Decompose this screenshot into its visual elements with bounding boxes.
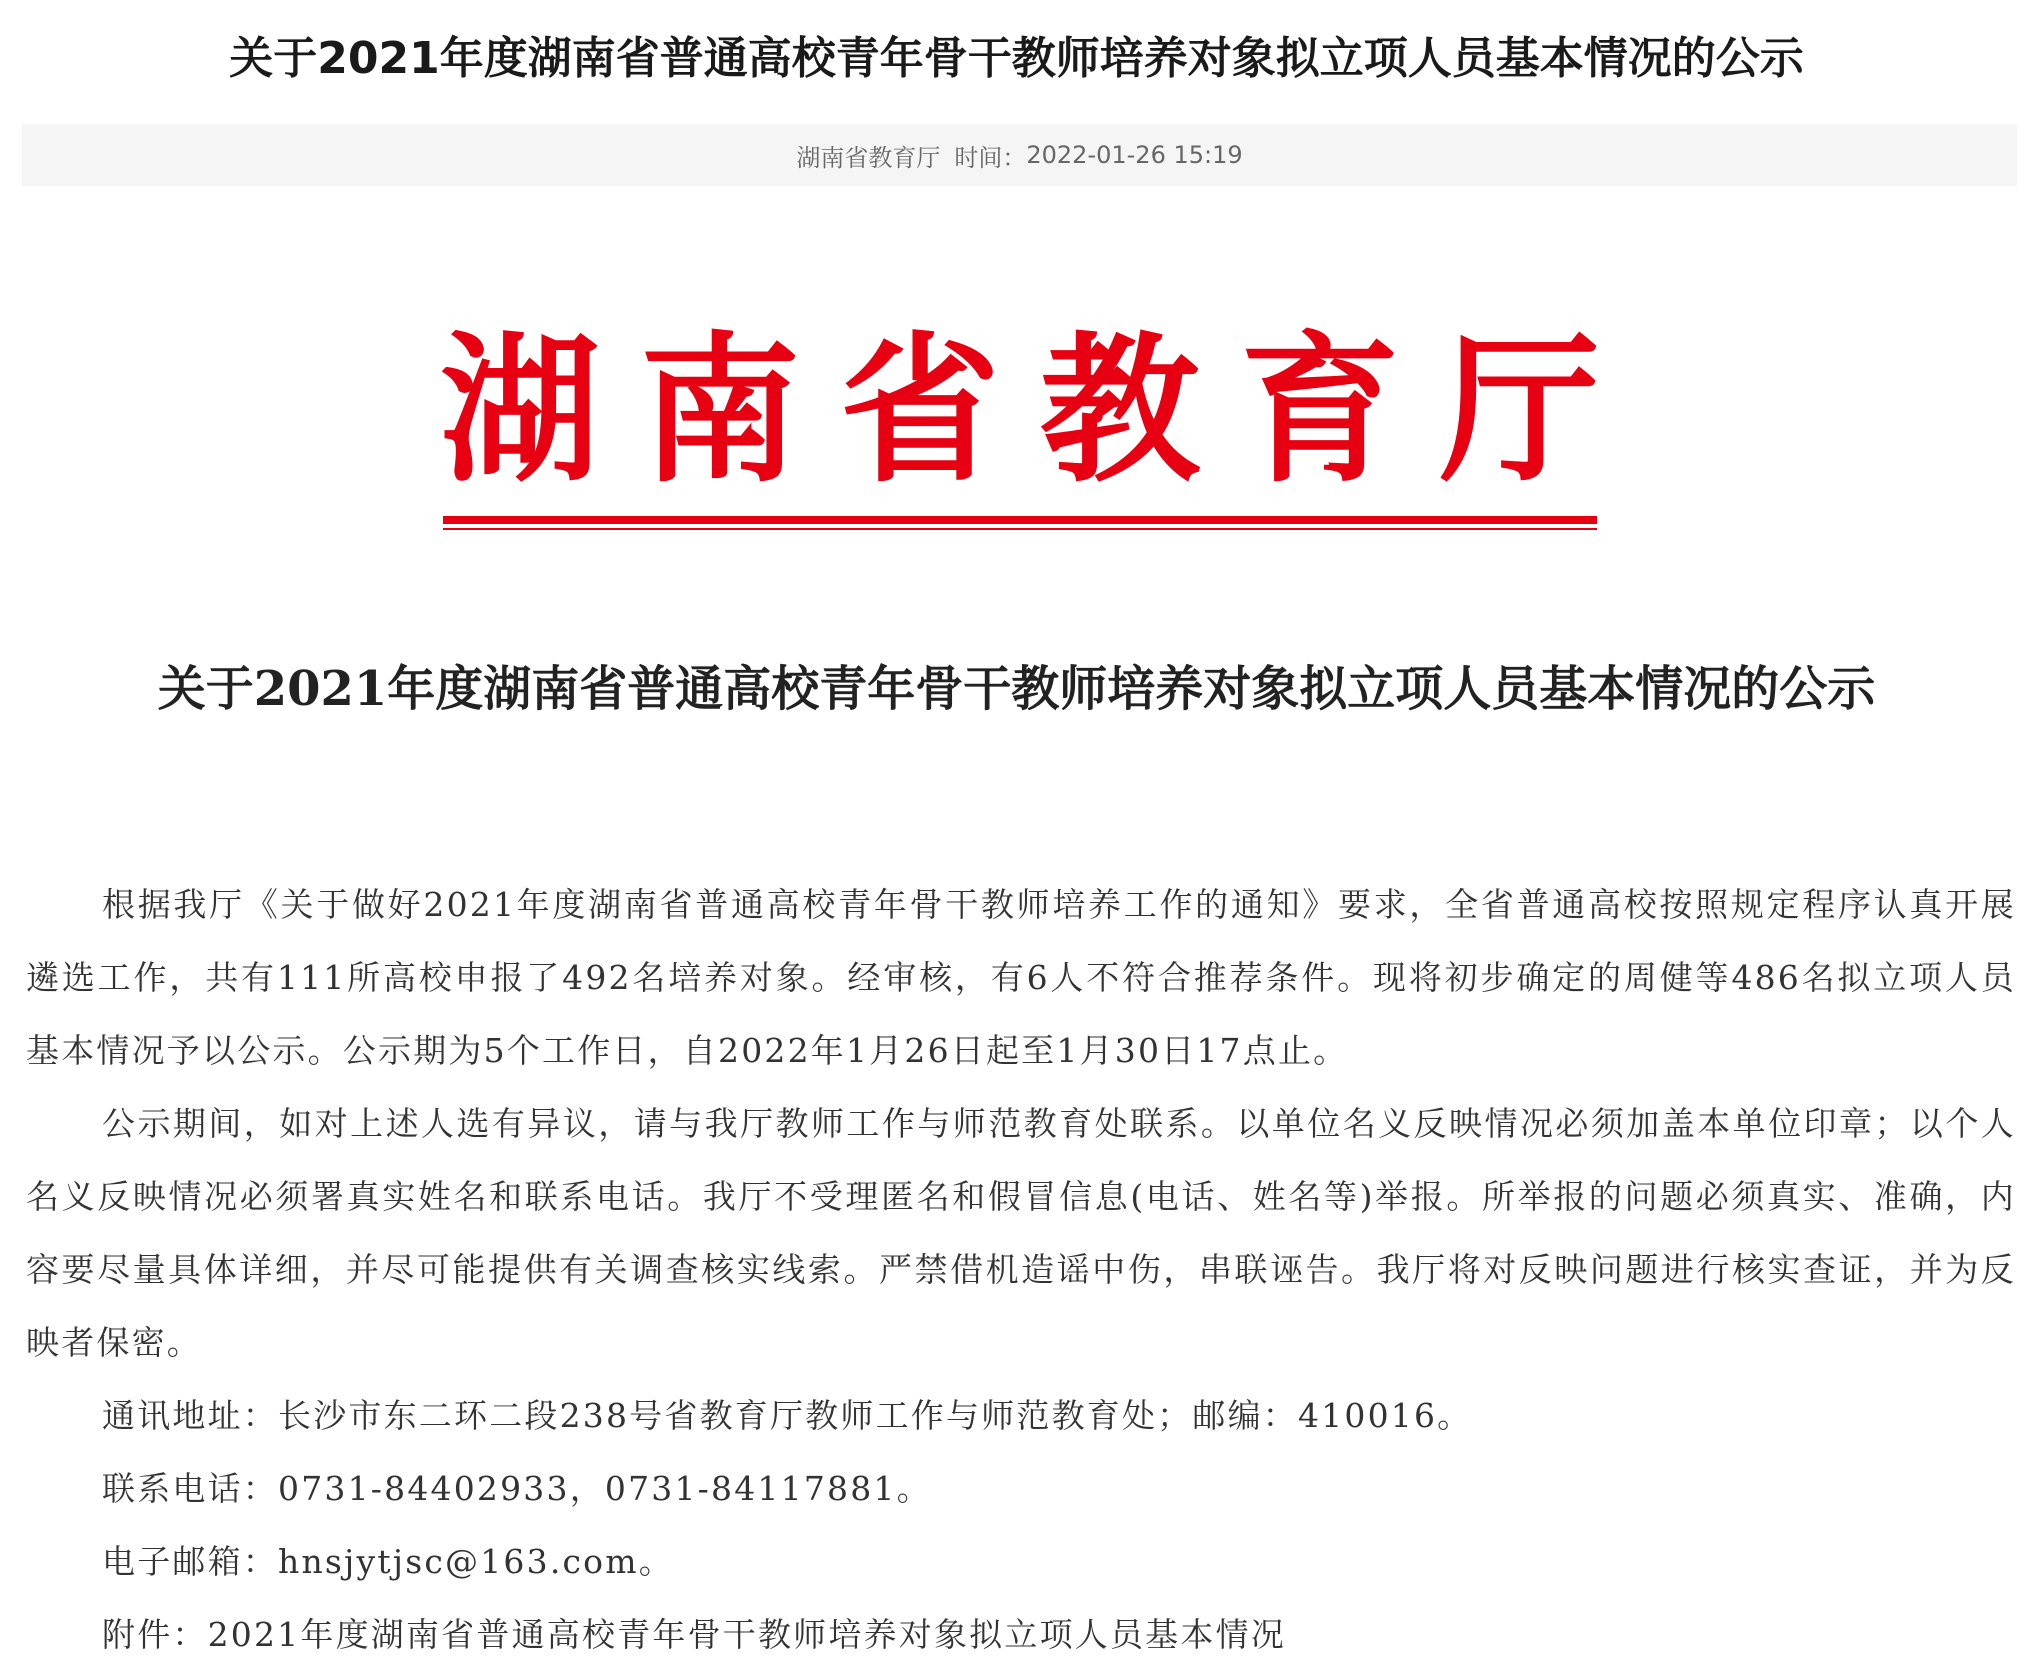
document-body (26, 868, 2016, 1671)
paragraph-announcement: 根据我厅《关于做好2021年度湖南省普通高校青年骨干教师培养工作的通知》要求，全省普通高校按照规定程序认真开展遴选工作，共有111所高校申报了492名培养对象。经审核，有6人不符合推荐条件。现将初步确定的周健等486名拟立项人员基本情况予以公示。公示期为5个工作日，自2022年1月26日起至1月30日17点止。 (26, 885, 2016, 1070)
letterhead-char: 教 (1039, 316, 1200, 504)
source-label: 湖南省教育厅 (796, 143, 941, 172)
letterhead-char: 育 (1239, 316, 1400, 504)
page-title: 关于2021年度湖南省普通高校青年骨干教师培养对象拟立项人员基本情况的公示 (229, 33, 1804, 84)
time-value: 2022-01-26 15:19 (1026, 141, 1243, 169)
letterhead-char: 南 (639, 316, 800, 504)
paragraph-objection-notice: 公示期间，如对上述人选有异议，请与我厅教师工作与师范教育处联系。以单位名义反映情况必须加盖本单位印章；以个人名义反映情况必须署真实姓名和联系电话。我厅不受理匿名和假冒信息(电话、姓名等)举报。所举报的问题必须真实、准确，内容要尽量具体详细，并尽可能提供有关调查核实线索。严禁借机造谣中伤，串联诬告。我厅将对反映问题进行核实查证，并为反映者保密。 (26, 1104, 2016, 1362)
letterhead-char: 省 (839, 316, 1000, 504)
contact-phone: 联系电话：0731-84402933，0731-84117881。 (102, 1469, 932, 1508)
letterhead-logo (440, 316, 1600, 504)
letterhead-char: 湖 (440, 316, 601, 504)
article-meta-bar (22, 124, 2017, 186)
letterhead-rule-thin (443, 528, 1597, 530)
attachment-link[interactable]: 附件：2021年度湖南省普通高校青年骨干教师培养对象拟立项人员基本情况 (102, 1615, 1286, 1654)
time-label: 时间： (954, 143, 1027, 172)
letterhead-rule (443, 516, 1597, 524)
contact-address: 通讯地址：长沙市东二环二段238号省教育厅教师工作与师范教育处；邮编：410016。 (102, 1396, 1473, 1435)
letterhead-char: 厅 (1439, 316, 1600, 504)
document-title: 关于2021年度湖南省普通高校青年骨干教师培养对象拟立项人员基本情况的公示 (157, 661, 1876, 717)
contact-email: 电子邮箱：hnsjytjsc@163.com。 (102, 1542, 674, 1581)
